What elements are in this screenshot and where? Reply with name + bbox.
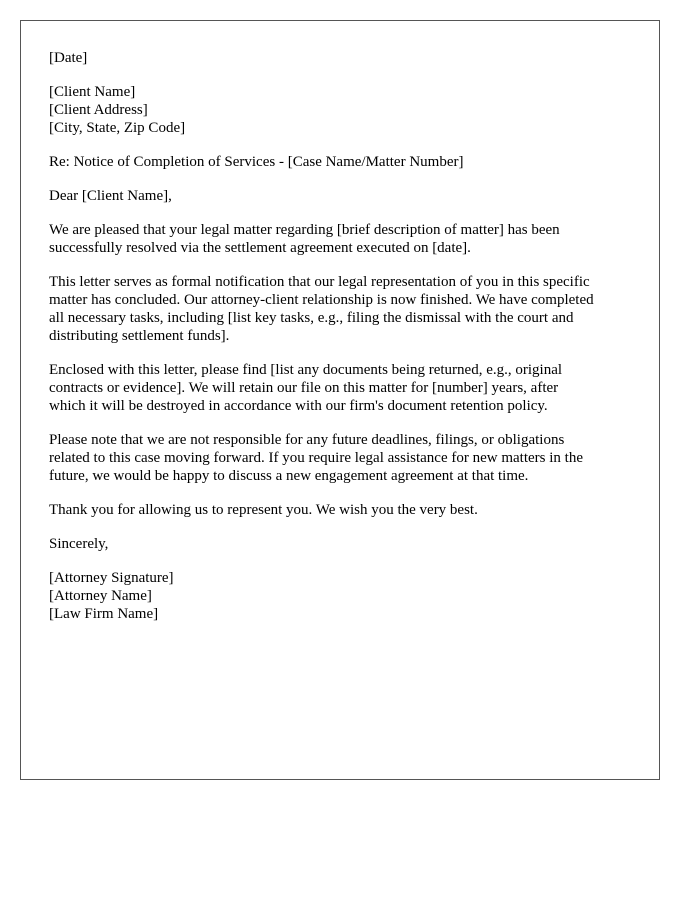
paragraph-line: future, we would be happy to discuss a new engagement agreement at that time.	[49, 468, 529, 484]
letter-body	[49, 49, 639, 639]
recipient-name: [Client Name]	[49, 84, 136, 100]
salutation-block	[49, 187, 639, 205]
paragraph-5	[49, 501, 639, 519]
paragraph-line: We are pleased that your legal matter regarding [brief description of matter] has been	[49, 222, 560, 238]
paragraph-line: Please note that we are not responsible for any future deadlines, filings, or obligations	[49, 432, 565, 448]
salutation: Dear [Client Name],	[49, 188, 172, 204]
paragraph-line: This letter serves as formal notification that our legal representation of you in this specific	[49, 274, 590, 290]
paragraph-3	[49, 361, 639, 415]
letter-page	[20, 20, 660, 780]
signature-block	[49, 569, 639, 623]
attorney-signature: [Attorney Signature]	[49, 570, 174, 586]
letter-date: [Date]	[49, 50, 88, 66]
paragraph-line: contracts or evidence]. We will retain our file on this matter for [number] years, after	[49, 380, 559, 396]
date-block	[49, 49, 639, 67]
recipient-address-block	[49, 83, 639, 137]
paragraph-1	[49, 221, 639, 257]
paragraph-line: matter has concluded. Our attorney-client relationship is now finished. We have completed	[49, 292, 594, 308]
paragraph-line: successfully resolved via the settlement agreement executed on [date].	[49, 240, 471, 256]
attorney-name: [Attorney Name]	[49, 588, 152, 604]
subject-line: Re: Notice of Completion of Services - [Case Name/Matter Number]	[49, 154, 464, 170]
paragraph-line: Enclosed with this letter, please find [list any documents being returned, e.g., original	[49, 362, 563, 378]
paragraph-line: related to this case moving forward. If you require legal assistance for new matters in the	[49, 450, 583, 466]
law-firm-name: [Law Firm Name]	[49, 606, 159, 622]
paragraph-2	[49, 273, 639, 345]
recipient-city-state-zip: [City, State, Zip Code]	[49, 120, 186, 136]
closing-block	[49, 535, 639, 553]
paragraph-line: Thank you for allowing us to represent you. We wish you the very best.	[49, 502, 478, 518]
paragraph-line: all necessary tasks, including [list key tasks, e.g., filing the dismissal with the court and	[49, 310, 574, 326]
paragraph-4	[49, 431, 639, 485]
subject-block	[49, 153, 639, 171]
paragraph-line: distributing settlement funds].	[49, 328, 230, 344]
paragraph-line: which it will be destroyed in accordance with our firm's document retention policy.	[49, 398, 548, 414]
recipient-address: [Client Address]	[49, 102, 148, 118]
closing: Sincerely,	[49, 536, 109, 552]
